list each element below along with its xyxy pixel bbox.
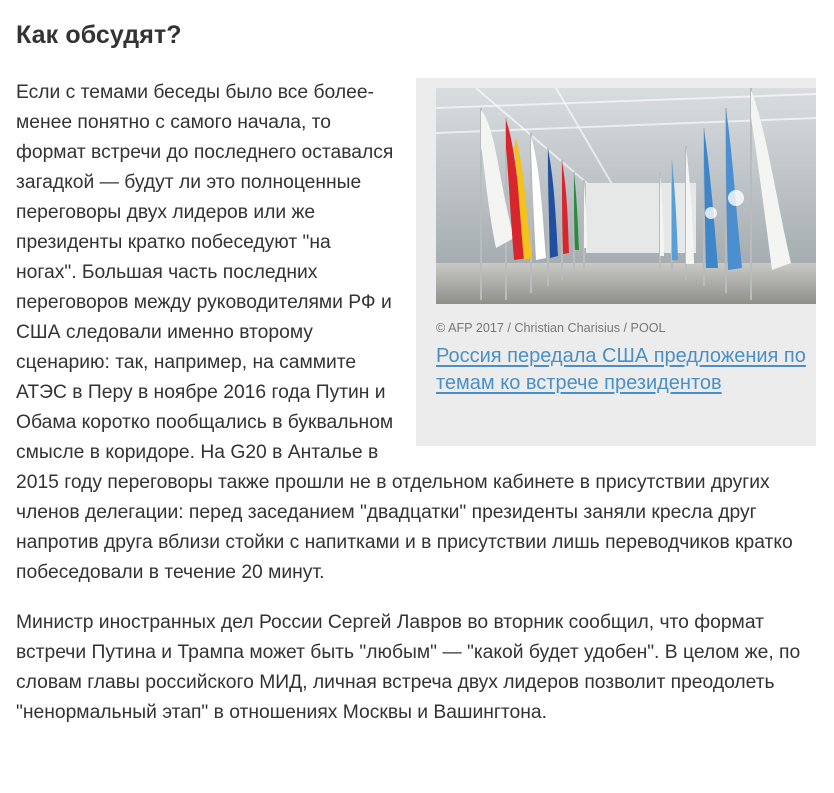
related-article-link[interactable]: Россия передала США предложения по темам ко встрече президентов (436, 345, 806, 394)
related-card (416, 78, 816, 446)
photo-flags[interactable] (436, 88, 816, 304)
article-paragraph-2: Министр иностранных дел России Сергей Лавров во вторник сообщил, что формат встречи Путина и Трампа может быть "любым" — "какой будет удобен". В целом же, по словам главы российского МИД, личная встреча двух лидеров позволит преодолеть "ненормальный этап" в отношениях Москвы и Вашингтона. (16, 612, 801, 723)
article-body (16, 78, 816, 728)
photo-credit: © AFP 2017 / Christian Charisius / POOL (436, 321, 666, 335)
article-paragraph-1: Если с темами беседы было все более-менее понятно с самого начала, то формат встречи до последнего оставался загадкой — будут ли это полноценные переговоры двух лидеров или же президенты кратко побеседуют "на ногах". Большая часть последних переговоров между руководителями РФ и США следовали именно второму сценарию: так, например, на саммите АТЭС в Перу в ноябре 2016 года Путин и Обама коротко пообщались в буквальном смысле в коридоре. На G20 в Анталье в 2015 году переговоры также прошли не в отдельном кабинете в присутствии других членов делегации: перед заседанием "двадцатки" президенты заняли кресла друг напротив друга вблизи стойки с напитками и в присутствии лишь переводчиков кратко побеседовали в течение 20 минут. (16, 82, 793, 583)
section-heading: Как обсудят? (16, 21, 182, 49)
